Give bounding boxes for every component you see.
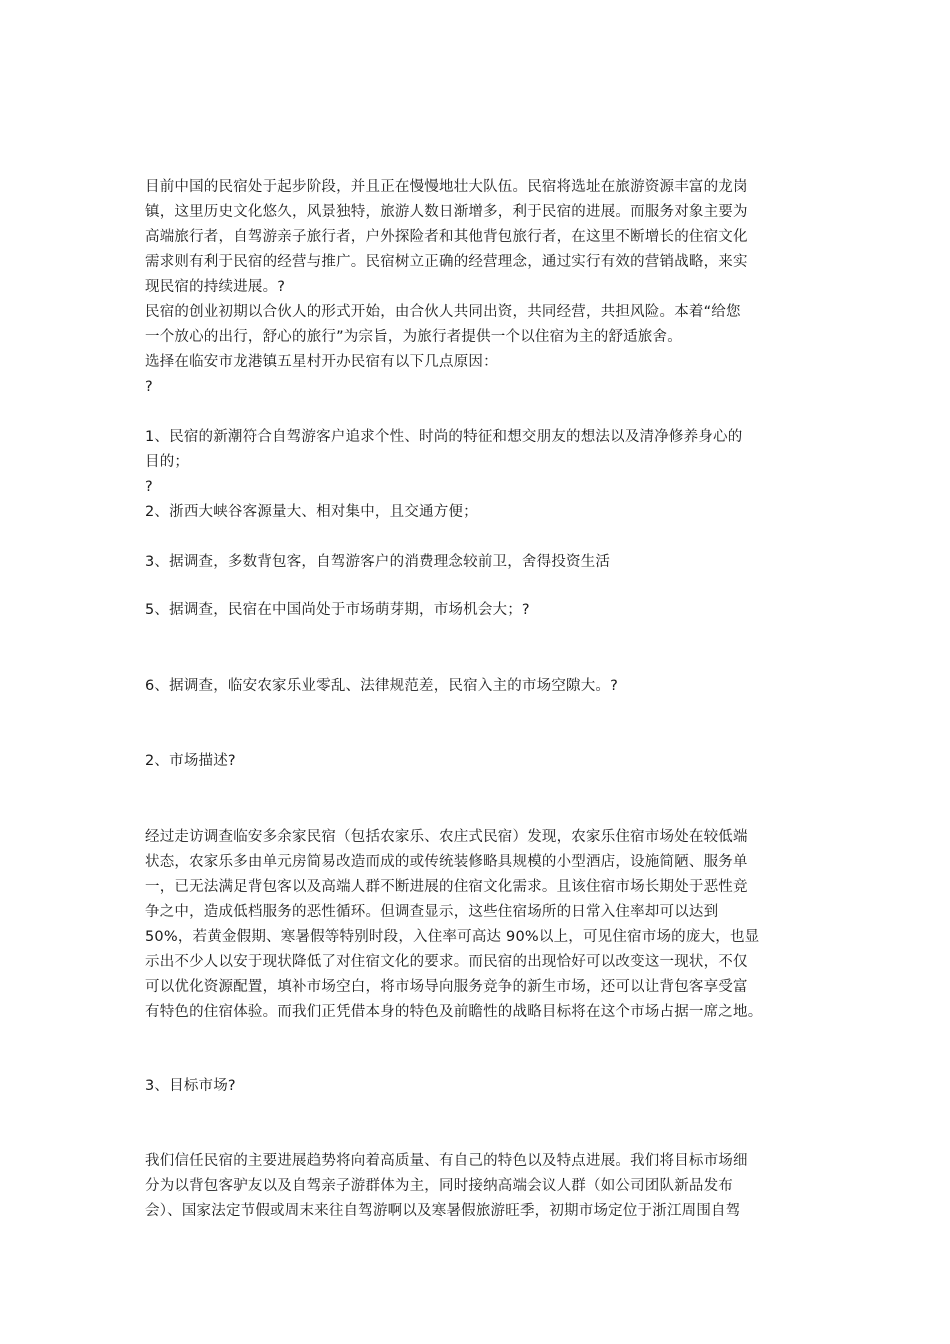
paragraph-line: 一，已无法满足背包客以及高端人群不断进展的住宿文化需求。且该住宿市场长期处于恶性竞 [145,879,748,895]
paragraph-line: 有特色的住宿体验。而我们正凭借本身的特色及前瞻性的战略目标将在这个市场占据一席之地。 [145,1004,763,1020]
paragraph-line: 经过走访调查临安多余家民宿（包括农家乐、农庄式民宿）发现，农家乐住宿市场处在较低端 [145,829,748,845]
paragraph-line: 示出不少人以安于现状降低了对住宿文化的要求。而民宿的出现恰好可以改变这一现状，不仅 [145,954,748,970]
reason-item: 6、据调查，临安农家乐业零乱、法律规范差，民宿入主的市场空隙大。? [145,678,619,694]
placeholder-mark: ? [145,379,153,395]
paragraph-line: 状态，农家乐多由单元房简易改造而成的或传统装修略具规模的小型酒店，设施简陋、服务单 [145,854,748,870]
reasons-intro: 选择在临安市龙港镇五星村开办民宿有以下几点原因： [145,354,498,370]
paragraph-line: 50%，若黄金假期、寒暑假等特别时段，入住率可高达 90%以上，可见住宿市场的庞大，也显 [145,929,760,945]
reason-item: 3、据调查，多数背包客，自驾游客户的消费理念较前卫，舍得投资生活 [145,554,611,570]
paragraph-line: 需求则有利于民宿的经营与推广。民宿树立正确的经营理念，通过实行有效的营销战略，来实 [145,254,748,270]
paragraph-line: 民宿的创业初期以合伙人的形式开始，由合伙人共同出资，共同经营，共担风险。本着“给您 [145,304,741,320]
placeholder-mark: ? [145,479,153,495]
paragraph-line: 我们信任民宿的主要进展趋势将向着高质量、有自己的特色以及特点进展。我们将目标市场细 [145,1153,748,1169]
paragraph-line: 现民宿的持续进展。? [145,279,286,295]
paragraph-line: 一个放心的出行，舒心的旅行”为宗旨，为旅行者提供一个以住宿为主的舒适旅舍。 [145,329,682,345]
paragraph-line: 高端旅行者，自驾游亲子旅行者，户外探险者和其他背包旅行者，在这里不断增长的住宿文化 [145,229,748,245]
paragraph-line: 可以优化资源配置，填补市场空白，将市场导向服务竞争的新生市场，还可以让背包客享受富 [145,979,748,995]
reason-item: 1、民宿的新潮符合自驾游客户追求个性、时尚的特征和想交朋友的想法以及清净修养身心的 [145,429,743,445]
reason-item: 5、据调查，民宿在中国尚处于市场萌芽期，市场机会大；? [145,602,530,618]
paragraph-line: 争之中，造成低档服务的恶性循环。但调查显示，这些住宿场所的日常入住率却可以达到 [145,904,719,920]
reason-item: 2、浙西大峡谷客源量大、相对集中，且交通方便； [145,504,478,520]
section-heading: 2、市场描述? [145,753,236,769]
paragraph-line: 分为以背包客驴友以及自驾亲子游群体为主，同时接纳高端会议人群（如公司团队新品发布 [145,1178,733,1194]
paragraph-line: 镇，这里历史文化悠久，风景独特，旅游人数日渐增多，利于民宿的进展。而服务对象主要为 [145,204,748,220]
paragraph-line: 会）、国家法定节假或周末来往自驾游啊以及寒暑假旅游旺季，初期市场定位于浙江周围自驾 [145,1203,741,1219]
paragraph-line: 目前中国的民宿处于起步阶段，并且正在慢慢地壮大队伍。民宿将选址在旅游资源丰富的龙岗 [145,179,748,195]
section-heading: 3、目标市场? [145,1078,236,1094]
reason-item: 目的； [145,454,190,470]
